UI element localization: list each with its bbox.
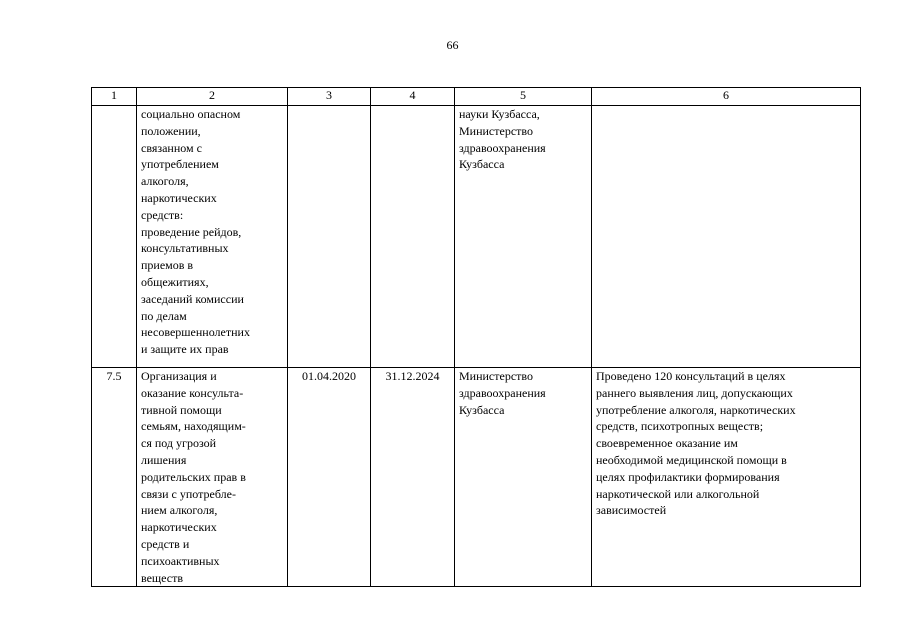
start-date-cell: 01.04.2020: [288, 368, 371, 587]
table-row: [92, 368, 861, 587]
activity-cell: социально опасном положении, связанном с употреблением алкоголя, наркотических средств: проведение рейдов, консультативных приемов в общежитиях, заседаний комиссии по делам несовершеннолетних и защите их прав: [137, 106, 288, 368]
end-date-cell: [371, 106, 455, 368]
end-date-cell: 31.12.2024: [371, 368, 455, 587]
column-header-2: 2: [137, 88, 288, 106]
result-cell: Проведено 120 консультаций в целях раннего выявления лиц, допускающих употребление алкоголя, наркотических средств, психотропных веществ; своевременное оказание им необходимой медицинской помощи в целях профилактики формирования наркотической или алкогольной зависимостей: [592, 368, 861, 587]
executor-cell: Министерство здравоохранения Кузбасса: [455, 368, 592, 587]
table-row: [92, 106, 861, 368]
start-date-cell: [288, 106, 371, 368]
column-header-3: 3: [288, 88, 371, 106]
column-header-5: 5: [455, 88, 592, 106]
measures-table: [91, 87, 861, 587]
row-number-cell: [92, 106, 137, 368]
column-header-4: 4: [371, 88, 455, 106]
column-header-6: 6: [592, 88, 861, 106]
executor-cell: науки Кузбасса, Министерство здравоохранения Кузбасса: [455, 106, 592, 368]
header-row: [92, 88, 861, 106]
column-header-1: 1: [92, 88, 137, 106]
row-number-cell: 7.5: [92, 368, 137, 587]
result-cell: [592, 106, 861, 368]
activity-cell: Организация и оказание консульта- тивной помощи семьям, находящим- ся под угрозой лишения родительских прав в связи с употребле- нием алкоголя, наркотических средств и психоактивных веществ: [137, 368, 288, 587]
page-number: 66: [446, 38, 459, 52]
